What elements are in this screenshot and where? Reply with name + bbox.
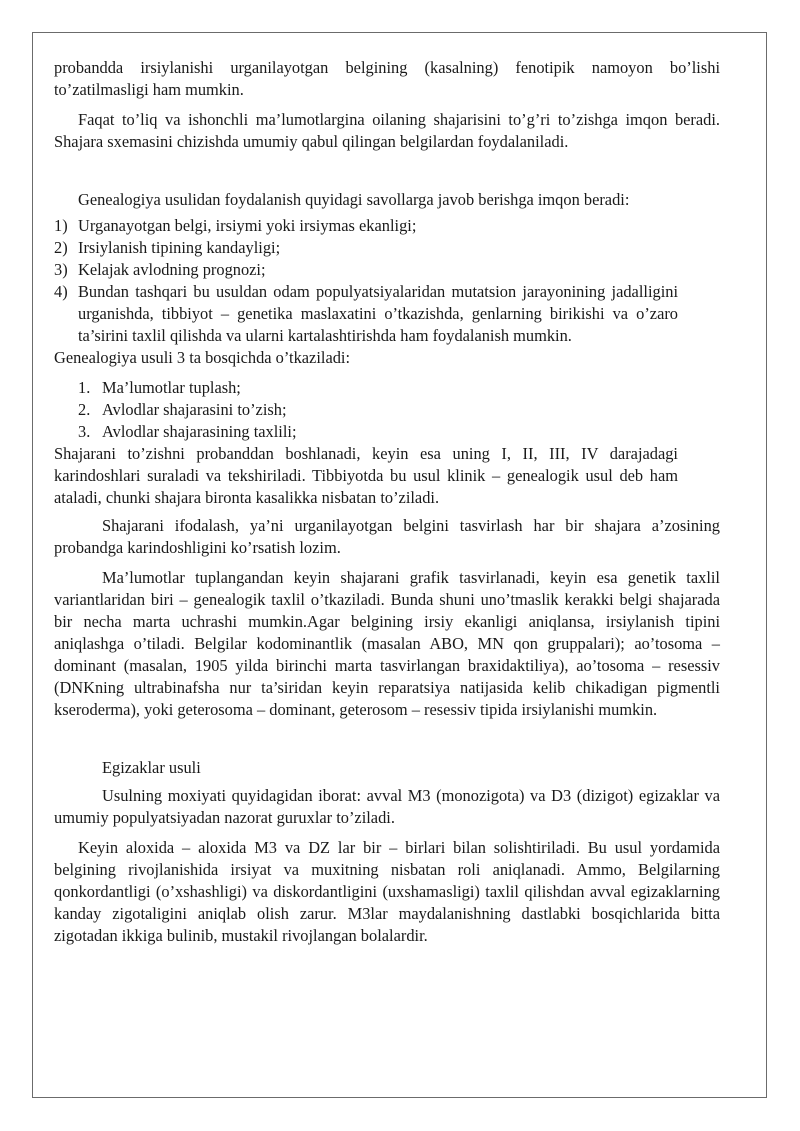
paragraph-stages-intro: Genealogiya usuli 3 ta bosqichda o’tkaziladi: <box>54 348 351 367</box>
list-number: 4) <box>54 282 68 301</box>
stages-list <box>54 377 720 443</box>
list-number: 1) <box>54 216 68 235</box>
paragraph-twins-comparison: Keyin aloxida – aloxida M3 va DZ lar bir – birlari bilan solishtiriladi. Bu usul yordamida belgining rivojlanishida irsiyat va muxitning nisbatan roli aniqlanadi. Ammo, Belgilarning qonkordantligi (o’xshashligi) va diskordantligini (uxshamasligi) taxlil qilishdan avval egizaklarning kanday zigotaligini aniqlab olish zarur. M3lar maydalanishning dastlabki bosqichlarida bitta zigotadan ikkiga bulinib, mustakil rivojlangan bolalardir. <box>54 838 720 945</box>
list-number: 3. <box>78 422 91 441</box>
paragraph-1: probandda irsiylanishi urganilayotgan belgining (kasalning) fenotipik namoyon bo’lishi to’zatilmasligi ham mumkin. <box>54 58 720 99</box>
list-text: Kelajak avlodning prognozi; <box>78 260 266 279</box>
list-number: 2. <box>78 400 91 419</box>
paragraph-twins-essence: Usulning moxiyati quyidagidan iborat: avval M3 (monozigota) va D3 (dizigot) egizaklar va umumiy populyatsiyadan nazorat guruxlar to’ziladi. <box>54 786 720 827</box>
paragraph-pedigree-representation: Shajarani ifodalash, ya’ni urganilayotgan belgini tasvirlash har bir shajara a’zosining probandga karindoshligini ko’rsatish lozim. <box>54 516 720 557</box>
paragraph-genealogy-questions: Genealogiya usulidan foydalanish quyidagi savollarga javob berishga imqon beradi: <box>78 190 630 209</box>
list-item <box>54 237 678 259</box>
paragraph-2: Faqat to’liq va ishonchli ma’lumotlargina oilaning shajarisini to’g’ri to’zishga imqon beradi. Shajara sxemasini chizishda umumiy qabul qilingan belgilardan foydalaniladi. <box>54 110 720 151</box>
list-text: Irsiylanish tipining kandayligi; <box>78 238 281 257</box>
list-number: 2) <box>54 238 68 257</box>
list-text: Avlodlar shajarasini to’zish; <box>102 400 287 419</box>
list-number: 1. <box>78 378 91 397</box>
document-body <box>54 57 720 947</box>
list-item <box>54 399 720 421</box>
list-text: Urganayotgan belgi, irsiymi yoki irsiymas ekanligi; <box>78 216 417 235</box>
list-item <box>54 421 720 443</box>
list-item <box>54 215 678 237</box>
list-number: 3) <box>54 260 68 279</box>
list-text: Avlodlar shajarasining taxlili; <box>102 422 297 441</box>
section-heading-twins: Egizaklar usuli <box>102 758 201 777</box>
list-item <box>54 259 678 281</box>
list-item <box>54 377 720 399</box>
paragraph-genealogical-analysis: Ma’lumotlar tuplangandan keyin shajarani grafik tasvirlanadi, keyin esa genetik taxlil variantlaridan biri – genealogik taxlil o’tkaziladi. Bunda shuni uno’tmaslik kerakki belgi shajarada bir necha marta uchrashi mumkin.Agar belgining irsiy ekanligi aniqlansa, irsiylanish tipini aniqlashga o’tiladi. Belgilar kodominantlik (masalan ABO, MN qon gruppalari); ao’tosoma – dominant (masalan, 1905 yilda birinchi marta tasvirlangan braxidaktiliya), ao’tosoma – resessiv (DNKning ultrabinafsha nur ta’siridan keyin reparatsiya natijasida kelib chikadigan pigmentli kseroderma), yoki geterosoma – dominant, geterosom – resessiv tipida irsiylanishi mumkin. <box>54 568 720 719</box>
paragraph-pedigree-start: Shajarani to’zishni probanddan boshlanadi, keyin esa uning I, II, III, IV darajadagi karindoshlari suraladi va tekshiriladi. Tibbiyotda bu usul klinik – genealogik usul deb ham ataladi, chunki shajara bironta kasalikka nisbatan to’ziladi. <box>54 444 678 507</box>
list-text: Bundan tashqari bu usuldan odam populyatsiyalaridan mutatsion jarayonining jadalligini urganishda, tibbiyot – genetika maslaxatini o’tkazishda, genlarning birikishi va o’zaro ta’sirini taxlil qilishda va ularni kartalashtirishda ham foydalanish mumkin. <box>78 282 678 345</box>
questions-list <box>54 215 678 347</box>
list-item <box>54 281 678 347</box>
list-text: Ma’lumotlar tuplash; <box>102 378 241 397</box>
